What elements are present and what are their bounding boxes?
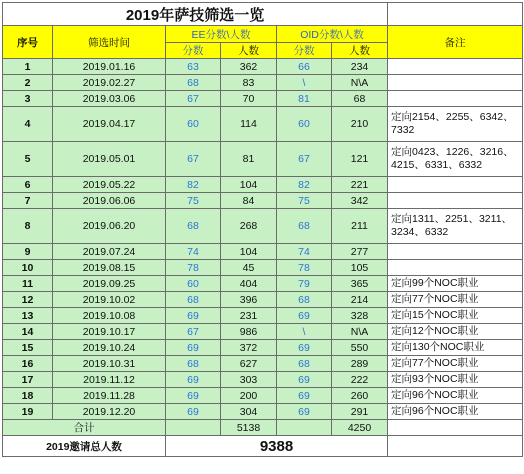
row-ee-count: 114: [221, 107, 277, 142]
grand-total-value: 9388: [166, 436, 388, 457]
row-remark: [388, 244, 523, 260]
row-date: 2019.08.15: [53, 260, 166, 276]
row-index: 5: [3, 142, 53, 177]
row-ee-score: 63: [166, 59, 221, 75]
table-row: [3, 209, 523, 244]
row-oid-count: 221: [332, 177, 388, 193]
row-ee-score: 74: [166, 244, 221, 260]
row-oid-score: 66: [277, 59, 332, 75]
row-remark: [388, 59, 523, 75]
row-ee-score: 69: [166, 404, 221, 420]
row-index: 4: [3, 107, 53, 142]
row-ee-count: 231: [221, 308, 277, 324]
table-row: [3, 388, 523, 404]
header-ee-score: 分数: [166, 43, 221, 59]
row-oid-score: 78: [277, 260, 332, 276]
row-oid-count: 342: [332, 193, 388, 209]
row-ee-score: 82: [166, 177, 221, 193]
row-remark: 定向96个NOC职业: [388, 388, 523, 404]
row-ee-count: 70: [221, 91, 277, 107]
grand-total-remark-blank: [388, 436, 523, 457]
row-oid-score: 69: [277, 340, 332, 356]
row-ee-score: 67: [166, 91, 221, 107]
header-oid-count: 人数: [332, 43, 388, 59]
row-remark: [388, 260, 523, 276]
table-row: [3, 260, 523, 276]
row-ee-score: 69: [166, 308, 221, 324]
row-date: 2019.05.22: [53, 177, 166, 193]
row-index: 9: [3, 244, 53, 260]
row-date: 2019.02.27: [53, 75, 166, 91]
row-oid-count: N\A: [332, 324, 388, 340]
table-row: [3, 59, 523, 75]
row-index: 12: [3, 292, 53, 308]
row-remark: 定向93个NOC职业: [388, 372, 523, 388]
row-ee-count: 396: [221, 292, 277, 308]
header-index: 序号: [3, 26, 53, 59]
row-index: 14: [3, 324, 53, 340]
row-remark: 定向96个NOC职业: [388, 404, 523, 420]
row-index: 16: [3, 356, 53, 372]
header-oid: OID分数\人数: [277, 26, 388, 43]
row-index: 11: [3, 276, 53, 292]
row-ee-score: 68: [166, 356, 221, 372]
total-ee-score-blank: [166, 420, 221, 436]
row-ee-count: 372: [221, 340, 277, 356]
row-date: 2019.10.24: [53, 340, 166, 356]
row-ee-count: 986: [221, 324, 277, 340]
table-row: [3, 75, 523, 91]
header-oid-score: 分数: [277, 43, 332, 59]
row-oid-score: 69: [277, 372, 332, 388]
row-ee-score: 68: [166, 292, 221, 308]
table-row: [3, 107, 523, 142]
row-remark: 定向99个NOC职业: [388, 276, 523, 292]
total-remark-blank: [388, 420, 523, 436]
row-index: 7: [3, 193, 53, 209]
row-date: 2019.11.12: [53, 372, 166, 388]
table-row: [3, 142, 523, 177]
row-oid-score: 74: [277, 244, 332, 260]
row-oid-count: 214: [332, 292, 388, 308]
row-ee-count: 268: [221, 209, 277, 244]
row-date: 2019.12.20: [53, 404, 166, 420]
row-index: 2: [3, 75, 53, 91]
row-remark: 定向2154、2255、6342、7332: [388, 107, 523, 142]
row-oid-count: 289: [332, 356, 388, 372]
header-remark: 备注: [388, 26, 523, 59]
grand-total-label: 2019邀请总人数: [3, 436, 166, 457]
row-ee-score: 67: [166, 324, 221, 340]
header-row: [3, 26, 523, 43]
row-oid-count: N\A: [332, 75, 388, 91]
row-ee-score: 68: [166, 75, 221, 91]
row-oid-count: 550: [332, 340, 388, 356]
row-ee-score: 69: [166, 372, 221, 388]
total-oid-count: 4250: [332, 420, 388, 436]
table-row: [3, 324, 523, 340]
row-oid-count: 328: [332, 308, 388, 324]
row-date: 2019.01.16: [53, 59, 166, 75]
row-ee-count: 303: [221, 372, 277, 388]
table-row: [3, 308, 523, 324]
row-index: 3: [3, 91, 53, 107]
row-remark: 定向130个NOC职业: [388, 340, 523, 356]
row-index: 17: [3, 372, 53, 388]
row-ee-count: 45: [221, 260, 277, 276]
row-remark: [388, 91, 523, 107]
total-ee-count: 5138: [221, 420, 277, 436]
row-oid-score: \: [277, 324, 332, 340]
row-ee-count: 362: [221, 59, 277, 75]
row-ee-score: 60: [166, 276, 221, 292]
row-ee-score: 75: [166, 193, 221, 209]
row-date: 2019.10.17: [53, 324, 166, 340]
row-index: 13: [3, 308, 53, 324]
row-date: 2019.10.02: [53, 292, 166, 308]
row-ee-count: 304: [221, 404, 277, 420]
row-date: 2019.04.17: [53, 107, 166, 142]
row-oid-score: 79: [277, 276, 332, 292]
row-oid-count: 234: [332, 59, 388, 75]
row-oid-score: 69: [277, 388, 332, 404]
row-oid-count: 210: [332, 107, 388, 142]
row-oid-score: 67: [277, 142, 332, 177]
table-row: [3, 276, 523, 292]
row-date: 2019.10.08: [53, 308, 166, 324]
header-ee: EE分数\人数: [166, 26, 277, 43]
total-oid-score-blank: [277, 420, 332, 436]
row-oid-score: 68: [277, 209, 332, 244]
row-date: 2019.07.24: [53, 244, 166, 260]
row-ee-score: 78: [166, 260, 221, 276]
row-remark: 定向15个NOC职业: [388, 308, 523, 324]
row-index: 18: [3, 388, 53, 404]
header-date: 筛选时间: [53, 26, 166, 59]
table-row: [3, 404, 523, 420]
row-index: 6: [3, 177, 53, 193]
row-remark: 定向1311、2251、3211、3234、6332: [388, 209, 523, 244]
row-oid-score: 82: [277, 177, 332, 193]
row-oid-count: 68: [332, 91, 388, 107]
row-index: 15: [3, 340, 53, 356]
row-oid-count: 277: [332, 244, 388, 260]
row-ee-score: 67: [166, 142, 221, 177]
row-oid-score: 75: [277, 193, 332, 209]
row-remark: [388, 193, 523, 209]
table-row: [3, 372, 523, 388]
grand-total-row: [3, 436, 523, 457]
row-ee-count: 104: [221, 177, 277, 193]
table-row: [3, 193, 523, 209]
row-oid-count: 211: [332, 209, 388, 244]
score-table-container: [2, 2, 522, 457]
row-date: 2019.10.31: [53, 356, 166, 372]
row-oid-score: \: [277, 75, 332, 91]
row-oid-count: 291: [332, 404, 388, 420]
row-ee-count: 627: [221, 356, 277, 372]
total-label: 合计: [3, 420, 166, 436]
row-ee-score: 69: [166, 388, 221, 404]
row-oid-score: 69: [277, 308, 332, 324]
row-oid-count: 365: [332, 276, 388, 292]
row-index: 8: [3, 209, 53, 244]
row-index: 10: [3, 260, 53, 276]
row-ee-count: 104: [221, 244, 277, 260]
row-oid-count: 222: [332, 372, 388, 388]
table-row: [3, 177, 523, 193]
draw-summary-table: [2, 2, 523, 457]
row-oid-count: 105: [332, 260, 388, 276]
row-oid-count: 121: [332, 142, 388, 177]
row-ee-count: 84: [221, 193, 277, 209]
row-date: 2019.06.06: [53, 193, 166, 209]
row-oid-count: 260: [332, 388, 388, 404]
header-ee-count: 人数: [221, 43, 277, 59]
row-oid-score: 81: [277, 91, 332, 107]
row-remark: 定向77个NOC职业: [388, 356, 523, 372]
table-row: [3, 356, 523, 372]
row-date: 2019.06.20: [53, 209, 166, 244]
row-date: 2019.11.28: [53, 388, 166, 404]
title-blank-cell: [388, 3, 523, 26]
table-row: [3, 91, 523, 107]
row-index: 1: [3, 59, 53, 75]
title-row: [3, 3, 523, 26]
row-ee-score: 68: [166, 209, 221, 244]
row-ee-count: 404: [221, 276, 277, 292]
row-date: 2019.05.01: [53, 142, 166, 177]
row-ee-score: 69: [166, 340, 221, 356]
row-remark: [388, 177, 523, 193]
row-ee-count: 81: [221, 142, 277, 177]
row-remark: 定向0423、1226、3216、4215、6331、6332: [388, 142, 523, 177]
row-ee-count: 83: [221, 75, 277, 91]
table-title: 2019年萨技筛选一览: [3, 3, 388, 26]
row-oid-score: 60: [277, 107, 332, 142]
row-index: 19: [3, 404, 53, 420]
row-remark: [388, 75, 523, 91]
row-remark: 定向12个NOC职业: [388, 324, 523, 340]
row-oid-score: 69: [277, 404, 332, 420]
row-oid-score: 68: [277, 292, 332, 308]
table-row: [3, 244, 523, 260]
row-ee-score: 60: [166, 107, 221, 142]
table-row: [3, 292, 523, 308]
row-date: 2019.03.06: [53, 91, 166, 107]
total-row: [3, 420, 523, 436]
table-row: [3, 340, 523, 356]
row-oid-score: 68: [277, 356, 332, 372]
row-ee-count: 200: [221, 388, 277, 404]
row-date: 2019.09.25: [53, 276, 166, 292]
row-remark: 定向77个NOC职业: [388, 292, 523, 308]
